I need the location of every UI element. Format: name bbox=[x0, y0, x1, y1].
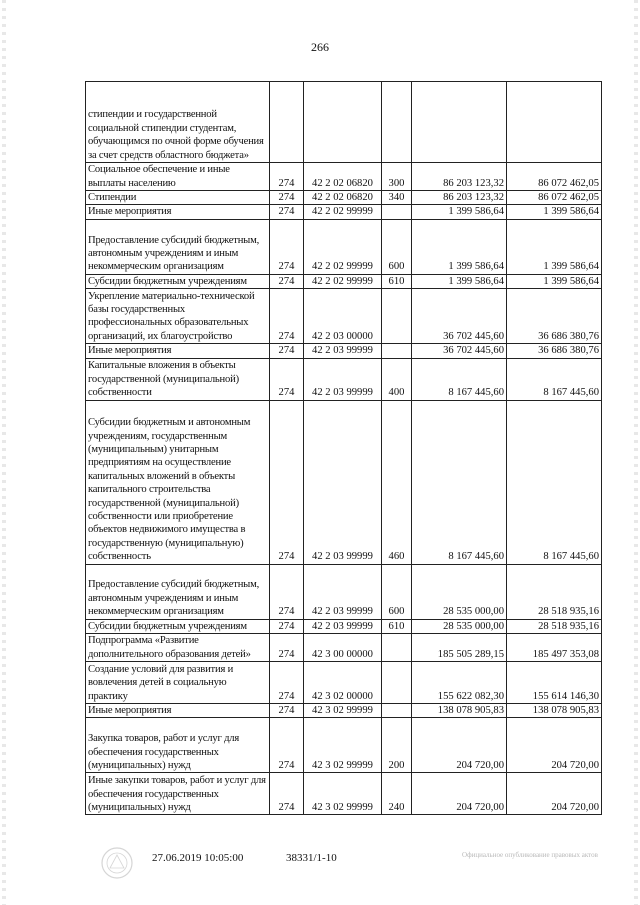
cell-vr: 460 bbox=[382, 400, 412, 564]
cell-sum-2: 185 497 353,08 bbox=[507, 634, 602, 662]
page-footer bbox=[0, 850, 640, 890]
cell-sum-2: 36 686 380,76 bbox=[507, 344, 602, 358]
cell-sum-2: 155 614 146,30 bbox=[507, 662, 602, 704]
cell-sum-2: 138 078 905,83 bbox=[507, 704, 602, 718]
cell-vr bbox=[382, 82, 412, 163]
cell-name: Закупка товаров, работ и услуг для обеспечения государственных (муниципальных) нужд bbox=[86, 718, 270, 773]
cell-sum-1: 155 622 082,30 bbox=[412, 662, 507, 704]
cell-csr: 42 2 02 06820 bbox=[304, 191, 382, 205]
table-row bbox=[86, 274, 602, 288]
table-row bbox=[86, 163, 602, 191]
cell-name: Создание условий для развития и вовлечения детей в социальную практику bbox=[86, 662, 270, 704]
cell-csr: 42 2 03 99999 bbox=[304, 344, 382, 358]
cell-sum-1: 185 505 289,15 bbox=[412, 634, 507, 662]
footer-datetime: 27.06.2019 10:05:00 bbox=[152, 852, 244, 864]
cell-sum-1: 28 535 000,00 bbox=[412, 564, 507, 619]
cell-sum-1: 138 078 905,83 bbox=[412, 704, 507, 718]
cell-ved: 274 bbox=[270, 704, 304, 718]
scan-edge-left bbox=[2, 0, 6, 905]
cell-sum-2 bbox=[507, 82, 602, 163]
cell-sum-2: 1 399 586,64 bbox=[507, 205, 602, 219]
cell-sum-1: 8 167 445,60 bbox=[412, 400, 507, 564]
cell-vr: 600 bbox=[382, 564, 412, 619]
cell-ved: 274 bbox=[270, 619, 304, 633]
table-row bbox=[86, 718, 602, 773]
cell-csr: 42 2 03 99999 bbox=[304, 358, 382, 400]
cell-ved: 274 bbox=[270, 718, 304, 773]
cell-vr bbox=[382, 289, 412, 344]
table-row bbox=[86, 219, 602, 274]
page-number: 266 bbox=[311, 40, 329, 54]
cell-csr: 42 3 02 99999 bbox=[304, 718, 382, 773]
cell-sum-2: 28 518 935,16 bbox=[507, 619, 602, 633]
table-row bbox=[86, 564, 602, 619]
cell-csr: 42 2 03 99999 bbox=[304, 400, 382, 564]
cell-ved: 274 bbox=[270, 205, 304, 219]
table-row bbox=[86, 662, 602, 704]
table-row bbox=[86, 191, 602, 205]
footer-doc-code: 38331/1-10 bbox=[286, 852, 337, 864]
cell-csr: 42 2 02 99999 bbox=[304, 219, 382, 274]
cell-sum-1: 36 702 445,60 bbox=[412, 289, 507, 344]
table-row bbox=[86, 400, 602, 564]
cell-ved: 274 bbox=[270, 634, 304, 662]
cell-sum-2: 28 518 935,16 bbox=[507, 564, 602, 619]
cell-vr bbox=[382, 634, 412, 662]
cell-sum-2: 36 686 380,76 bbox=[507, 289, 602, 344]
cell-name: Иные мероприятия bbox=[86, 344, 270, 358]
cell-vr bbox=[382, 205, 412, 219]
cell-vr: 300 bbox=[382, 163, 412, 191]
cell-name: Субсидии бюджетным учреждениям bbox=[86, 619, 270, 633]
cell-name: Стипендии bbox=[86, 191, 270, 205]
cell-name: Укрепление материально-технической базы государственных профессиональных образовательных организаций, их благоустройство bbox=[86, 289, 270, 344]
cell-sum-1: 28 535 000,00 bbox=[412, 619, 507, 633]
cell-name: Субсидии бюджетным учреждениям bbox=[86, 274, 270, 288]
cell-vr: 340 bbox=[382, 191, 412, 205]
cell-name: Иные мероприятия bbox=[86, 704, 270, 718]
cell-csr: 42 2 02 99999 bbox=[304, 274, 382, 288]
cell-name: Социальное обеспечение и иные выплаты населению bbox=[86, 163, 270, 191]
cell-sum-1: 204 720,00 bbox=[412, 718, 507, 773]
cell-ved: 274 bbox=[270, 358, 304, 400]
cell-ved: 274 bbox=[270, 289, 304, 344]
cell-sum-2: 1 399 586,64 bbox=[507, 219, 602, 274]
cell-ved: 274 bbox=[270, 274, 304, 288]
cell-vr bbox=[382, 704, 412, 718]
cell-csr: 42 2 02 99999 bbox=[304, 205, 382, 219]
cell-sum-1: 86 203 123,32 bbox=[412, 191, 507, 205]
cell-vr bbox=[382, 344, 412, 358]
cell-ved: 274 bbox=[270, 219, 304, 274]
budget-table-body bbox=[86, 82, 602, 815]
table-row bbox=[86, 205, 602, 219]
cell-sum-1: 8 167 445,60 bbox=[412, 358, 507, 400]
cell-sum-1: 36 702 445,60 bbox=[412, 344, 507, 358]
cell-csr: 42 2 03 99999 bbox=[304, 619, 382, 633]
cell-sum-1: 86 203 123,32 bbox=[412, 163, 507, 191]
cell-csr: 42 3 00 00000 bbox=[304, 634, 382, 662]
table-row bbox=[86, 82, 602, 163]
cell-ved: 274 bbox=[270, 400, 304, 564]
cell-name: стипендии и государственной социальной стипендии студентам, обучающимся по очной форме обучения за счет средств областного бюджета» bbox=[86, 82, 270, 163]
budget-table bbox=[85, 81, 602, 815]
cell-ved: 274 bbox=[270, 344, 304, 358]
cell-name: Субсидии бюджетным и автономным учреждениям, государственным (муниципальным) унитарным предприятиям на осуществление капитальных вложений в объекты капитального строительства государственной (муниципальной) собственности или приобретение объектов недвижимого имущества в государственную (муниципальную) собственность bbox=[86, 400, 270, 564]
table-row bbox=[86, 773, 602, 815]
cell-sum-2: 204 720,00 bbox=[507, 773, 602, 815]
cell-csr: 42 2 03 99999 bbox=[304, 564, 382, 619]
cell-ved: 274 bbox=[270, 564, 304, 619]
cell-sum-1: 1 399 586,64 bbox=[412, 219, 507, 274]
cell-csr: 42 3 02 99999 bbox=[304, 773, 382, 815]
footer-watermark: Официальное опубликование правовых актов bbox=[462, 851, 598, 859]
cell-csr bbox=[304, 82, 382, 163]
cell-name: Иные закупки товаров, работ и услуг для обеспечения государственных (муниципальных) нужд bbox=[86, 773, 270, 815]
cell-vr: 610 bbox=[382, 274, 412, 288]
cell-name: Предоставление субсидий бюджетным, автономным учреждениям и иным некоммерческим организациям bbox=[86, 219, 270, 274]
cell-sum-2: 86 072 462,05 bbox=[507, 191, 602, 205]
cell-ved bbox=[270, 82, 304, 163]
table-row bbox=[86, 358, 602, 400]
cell-name: Иные мероприятия bbox=[86, 205, 270, 219]
cell-ved: 274 bbox=[270, 163, 304, 191]
cell-sum-2: 86 072 462,05 bbox=[507, 163, 602, 191]
cell-sum-2: 1 399 586,64 bbox=[507, 274, 602, 288]
cell-sum-2: 204 720,00 bbox=[507, 718, 602, 773]
cell-vr: 610 bbox=[382, 619, 412, 633]
table-row bbox=[86, 289, 602, 344]
cell-csr: 42 2 03 00000 bbox=[304, 289, 382, 344]
cell-vr: 600 bbox=[382, 219, 412, 274]
table-row bbox=[86, 619, 602, 633]
cell-ved: 274 bbox=[270, 773, 304, 815]
emblem-icon bbox=[100, 846, 134, 880]
cell-name: Подпрограмма «Развитие дополнительного образования детей» bbox=[86, 634, 270, 662]
cell-csr: 42 3 02 99999 bbox=[304, 704, 382, 718]
cell-csr: 42 3 02 00000 bbox=[304, 662, 382, 704]
cell-name: Предоставление субсидий бюджетным, автономным учреждениям и иным некоммерческим организациям bbox=[86, 564, 270, 619]
cell-sum-1: 204 720,00 bbox=[412, 773, 507, 815]
cell-csr: 42 2 02 06820 bbox=[304, 163, 382, 191]
cell-vr: 400 bbox=[382, 358, 412, 400]
cell-vr: 240 bbox=[382, 773, 412, 815]
cell-sum-1: 1 399 586,64 bbox=[412, 205, 507, 219]
cell-sum-2: 8 167 445,60 bbox=[507, 400, 602, 564]
cell-ved: 274 bbox=[270, 191, 304, 205]
cell-vr: 200 bbox=[382, 718, 412, 773]
table-row bbox=[86, 704, 602, 718]
table-row bbox=[86, 634, 602, 662]
cell-sum-1 bbox=[412, 82, 507, 163]
scan-edge-right bbox=[634, 0, 638, 905]
table-row bbox=[86, 344, 602, 358]
cell-ved: 274 bbox=[270, 662, 304, 704]
cell-sum-1: 1 399 586,64 bbox=[412, 274, 507, 288]
cell-vr bbox=[382, 662, 412, 704]
cell-sum-2: 8 167 445,60 bbox=[507, 358, 602, 400]
cell-name: Капитальные вложения в объекты государственной (муниципальной) собственности bbox=[86, 358, 270, 400]
